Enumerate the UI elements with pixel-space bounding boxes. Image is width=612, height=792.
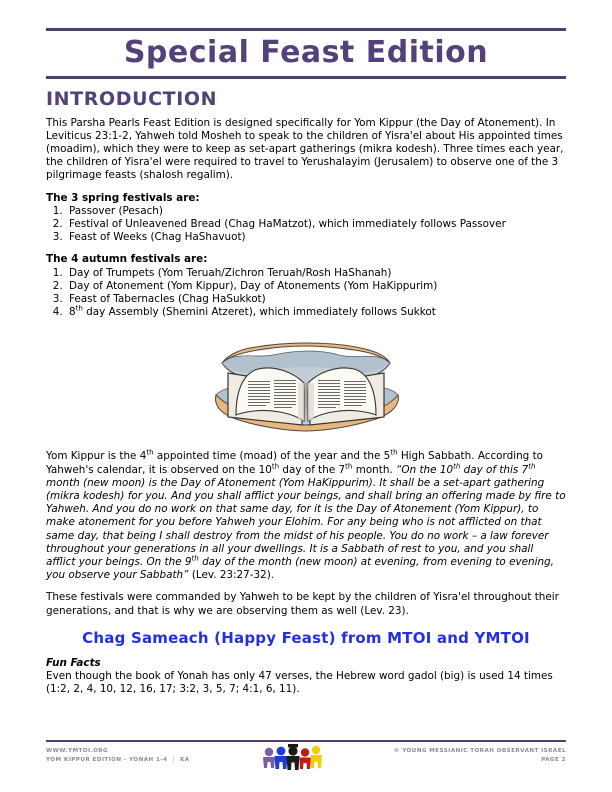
autumn-festivals-list	[46, 267, 566, 320]
ordinal-suffix: th	[390, 447, 398, 457]
footer-rule	[46, 740, 566, 742]
ordinal-suffix: th	[191, 553, 199, 563]
ordinal-suffix: th	[528, 461, 536, 471]
ordinal-suffix: th	[75, 303, 83, 313]
title-rule-bottom	[46, 76, 566, 79]
autumn-festivals-heading: The 4 autumn festivals are:	[46, 253, 208, 266]
footer-copyright: © YOUNG MESSIANIC TORAH OBSERVANT ISRAEL	[393, 748, 566, 754]
title-block	[46, 28, 566, 79]
ordinal-suffix: th	[271, 461, 280, 471]
logo-figure-blue	[274, 747, 287, 769]
page-footer	[46, 740, 566, 782]
list-item: 1. Passover (Pesach)	[66, 205, 566, 218]
logo-figure-black	[286, 744, 299, 770]
footer-left-block	[46, 747, 190, 765]
list-item: 4. 8th day Assembly (Shemini Atzeret), which immediately follows Sukkot	[66, 306, 566, 319]
scripture-lead-c: High Sabbath. According to Yahweh's calendar, it is observed on the 10	[46, 450, 544, 476]
footer-website[interactable]: WWW.YMTOI.ORG	[46, 748, 109, 754]
ordinal-suffix: th	[146, 447, 154, 457]
scripture-citation: (Lev. 23:27-32).	[188, 569, 275, 582]
fun-facts-heading: Fun Facts	[46, 656, 101, 669]
closing-paragraph: These festivals were commanded by Yahweh to be kept by the children of Yisra'el throughout their generations, and that is why we are observing them as well (Lev. 23).	[46, 591, 559, 617]
footer-columns	[46, 747, 566, 773]
list-item: 2. Festival of Unleavened Bread (Chag HaMatzot), which immediately follows Passover	[66, 218, 566, 231]
list-item: 2. Day of Atonement (Yom Kippur), Day of Atonements (Yom HaKippurim)	[66, 280, 566, 293]
list-item: 3. Feast of Tabernacles (Chag HaSukkot)	[66, 293, 566, 306]
section-heading-introduction: INTRODUCTION	[46, 87, 218, 110]
logo-figure-yellow	[310, 746, 322, 768]
page-title: Special Feast Edition	[123, 35, 489, 70]
scripture-lead-e: month.	[352, 463, 397, 476]
scripture-lead-b: appointed time (moad) of the year and the 5	[153, 450, 391, 463]
greeting-highlight: Chag Sameach (Happy Feast) from MTOI and YMTOI	[82, 628, 530, 647]
intro-paragraph: This Parsha Pearls Feast Edition is designed specifically for Yom Kippur (the Day of Atonement). In Leviticus 23:1-2, Yahweh told Mosheh to speak to the children of Yisra'el about His appointed times (moadim), which they were to keep as set-apart gatherings (mikra kodesh). Three times each year, the children of Yisra'el were required to travel to Yerushalayim (Jerusalem) to observe one of the 3 pilgrimage feasts (shalosh regalim).	[46, 116, 564, 182]
ordinal-suffix: th	[453, 461, 461, 471]
ordinal-suffix: th	[345, 461, 353, 471]
quote-part-b: day of this 7	[460, 463, 529, 476]
footer-page-number: PAGE 2	[541, 757, 566, 763]
footer-edition-line	[46, 756, 190, 765]
open-book-with-draped-cloth-image	[198, 329, 414, 437]
footer-edition: YOM KIPPUR EDITION - YONAH 1-4	[46, 757, 168, 763]
fun-facts-paragraph: Even though the book of Yonah has only 47 verses, the Hebrew word gadol (big) is used 14 times (1:2, 2, 4, 10, 12, 16, 17; 3:2, 3, 5, 7; 4:1, 6, 11).	[46, 669, 553, 696]
list-item: 3. Feast of Weeks (Chag HaShavuot)	[66, 231, 566, 244]
list-item: 1. Day of Trumpets (Yom Teruah/Zichron Teruah/Rosh HaShanah)	[66, 267, 566, 280]
footer-separator: |	[172, 757, 175, 763]
footer-author: KA	[179, 757, 190, 763]
footer-right-block	[394, 747, 566, 765]
scripture-lead-d: day of the 7	[279, 463, 346, 476]
logo-figure-purple	[263, 748, 275, 768]
footer-logo	[261, 743, 323, 773]
quote-part-a: “On the 10	[396, 463, 454, 476]
spring-festivals-list	[46, 205, 566, 245]
scripture-lead-a: Yom Kippur is the 4	[46, 450, 147, 463]
logo-figure-red	[299, 748, 311, 769]
illustration-container	[46, 329, 566, 441]
scripture-paragraph	[46, 447, 566, 582]
quote-part-c: month (new moon) is the Day of Atonement (Yom HaKippurim). It shall be a set-apart gathering (mikra kodesh) for you. And you shall afflict your beings, and shall bring an offering made by fire to Yahweh. And you do no work on that same day, for it is the Day of Atonement (Yom Kippur), to make atonement for you before Yahweh your Elohim. For any being who is not afflicted on that same day, that being I shall destroy from the midst of his people. You do no work – a law forever throughout your generations in all your dwellings. It is a Sabbath of rest to you, and you shall afflict your beings. On the 9	[46, 476, 566, 568]
spring-festivals-heading: The 3 spring festivals are:	[46, 191, 200, 204]
quote-part-d: day of the month (new moon) at evening, from evening to evening, you observe your Sabbath”	[46, 555, 554, 582]
